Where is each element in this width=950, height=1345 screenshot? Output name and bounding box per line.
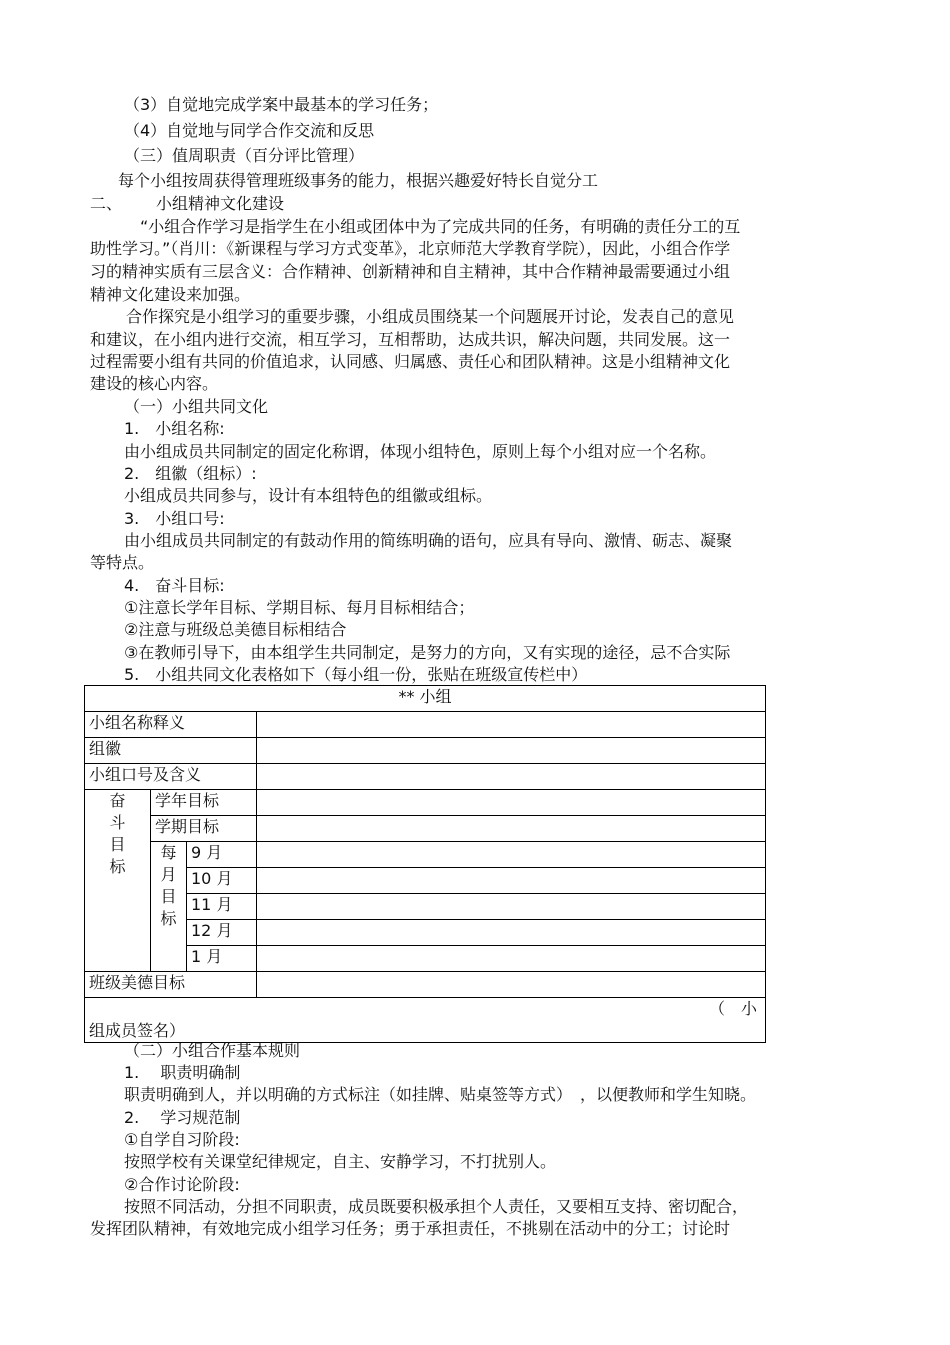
cell-empty	[257, 972, 766, 998]
month-label: 10 月	[187, 868, 257, 894]
row-label-year-goal: 学年目标	[151, 790, 257, 816]
table-title: ** 小组	[85, 686, 766, 712]
text-line: 按照不同活动，分担不同职责，成员既要积极承担个人责任，又要相互支持、密切配合，	[124, 1197, 749, 1216]
subheading: （二）小组合作基本规则	[124, 1041, 301, 1060]
month-label: 11 月	[187, 894, 257, 920]
row-label-slogan: 小组口号及含义	[85, 764, 257, 790]
text-line: 建设的核心内容。	[90, 374, 219, 393]
month-label: 9 月	[187, 842, 257, 868]
vertical-label: 每月目标	[160, 843, 177, 928]
text-line: 每个小组按周获得管理班级事务的能力，根据兴趣爱好特长自觉分工	[118, 171, 599, 190]
cell-empty	[257, 946, 766, 972]
month-label: 1 月	[187, 946, 257, 972]
text-line: 习的精神实质有三层含义：合作精神、创新精神和自主精神，其中合作精神最需要通过小组	[90, 262, 731, 281]
text-line: ①自学自习阶段:	[124, 1130, 240, 1149]
cell-empty	[257, 894, 766, 920]
list-item-heading: 2. 组徽（组标）:	[124, 464, 257, 483]
list-item-heading: 5. 小组共同文化表格如下（每小组一份，张贴在班级宣传栏中）	[124, 665, 588, 684]
text-line: 按照学校有关课堂纪律规定，自主、安静学习，不打扰别人。	[124, 1152, 557, 1171]
text-line: （3）自觉地完成学案中最基本的学习任务；	[124, 95, 439, 114]
cell-empty	[257, 738, 766, 764]
cell-empty	[257, 868, 766, 894]
cell-empty	[257, 842, 766, 868]
row-label-name-meaning: 小组名称释义	[85, 712, 257, 738]
row-label-term-goal: 学期目标	[151, 816, 257, 842]
cell-empty	[257, 790, 766, 816]
text-line: 过程需要小组有共同的价值追求，认同感、归属感、责任心和团队精神。这是小组精神文化	[90, 352, 731, 371]
row-label-goals	[85, 790, 151, 972]
text-line: 小组成员共同参与，设计有本组特色的组徽或组标。	[124, 486, 493, 505]
signature-label-b: 组成员签名）	[89, 1021, 186, 1040]
signature-cell	[85, 998, 766, 1043]
signature-label-a: （ 小	[708, 999, 757, 1018]
text-line: 助性学习。”（肖川：《新课程与学习方式变革》，北京师范大学教育学院），因此，小组合作学	[90, 239, 731, 258]
list-item-heading: 2. 学习规范制	[124, 1108, 241, 1127]
row-label-emblem: 组徽	[85, 738, 257, 764]
text-line: 合作探究是小组学习的重要步骤，小组成员围绕某一个问题展开讨论，发表自己的意见	[126, 307, 735, 326]
text-line: ②合作讨论阶段:	[124, 1175, 240, 1194]
text-line: 由小组成员共同制定的有鼓动作用的简练明确的语句，应具有导向、激情、砺志、凝聚	[124, 531, 733, 550]
cell-empty	[257, 816, 766, 842]
text-line: 精神文化建设来加强。	[90, 285, 251, 304]
row-label-class-goal: 班级美德目标	[85, 972, 257, 998]
list-item-heading: 1. 小组名称:	[124, 419, 225, 438]
text-line: 发挥团队精神，有效地完成小组学习任务；勇于承担责任，不挑剔在活动中的分工；讨论时	[90, 1219, 731, 1238]
cell-empty	[257, 920, 766, 946]
text-line: 等特点。	[90, 553, 155, 572]
row-label-monthly-goal	[151, 842, 187, 972]
month-label: 12 月	[187, 920, 257, 946]
list-item-heading: 1. 职责明确制	[124, 1063, 241, 1082]
section-number: 二、	[90, 194, 123, 213]
cell-empty	[257, 764, 766, 790]
text-line: ②注意与班级总美德目标相结合	[124, 620, 347, 639]
text-line: 和建议，在小组内进行交流，相互学习，互相帮助，达成共识，解决问题，共同发展。这一	[90, 330, 731, 349]
text-line: 由小组成员共同制定的固定化称谓，体现小组特色，原则上每个小组对应一个名称。	[124, 442, 717, 461]
text-line: ③在教师引导下，由本组学生共同制定，是努力的方向，又有实现的途径，忌不合实际	[124, 643, 731, 662]
list-item-heading: 4. 奋斗目标:	[124, 576, 225, 595]
text-line: “小组合作学习是指学生在小组或团体中为了完成共同的任务，有明确的责任分工的互	[140, 217, 741, 236]
cell-empty	[257, 712, 766, 738]
text-line: （4）自觉地与同学合作交流和反思	[124, 121, 375, 140]
vertical-label: 奋斗目标	[109, 791, 126, 876]
text-line: 职责明确到人，并以明确的方式标注（如挂牌、贴桌签等方式） ，以便教师和学生知晓。	[124, 1085, 757, 1104]
list-item-heading: 3. 小组口号:	[124, 509, 225, 528]
section-heading: 小组精神文化建设	[156, 194, 285, 213]
group-culture-table	[84, 685, 766, 1043]
text-line: （三）值周职责（百分评比管理）	[124, 146, 365, 165]
subheading: （一）小组共同文化	[124, 397, 269, 416]
text-line: ①注意长学年目标、学期目标、每月目标相结合；	[124, 598, 475, 617]
